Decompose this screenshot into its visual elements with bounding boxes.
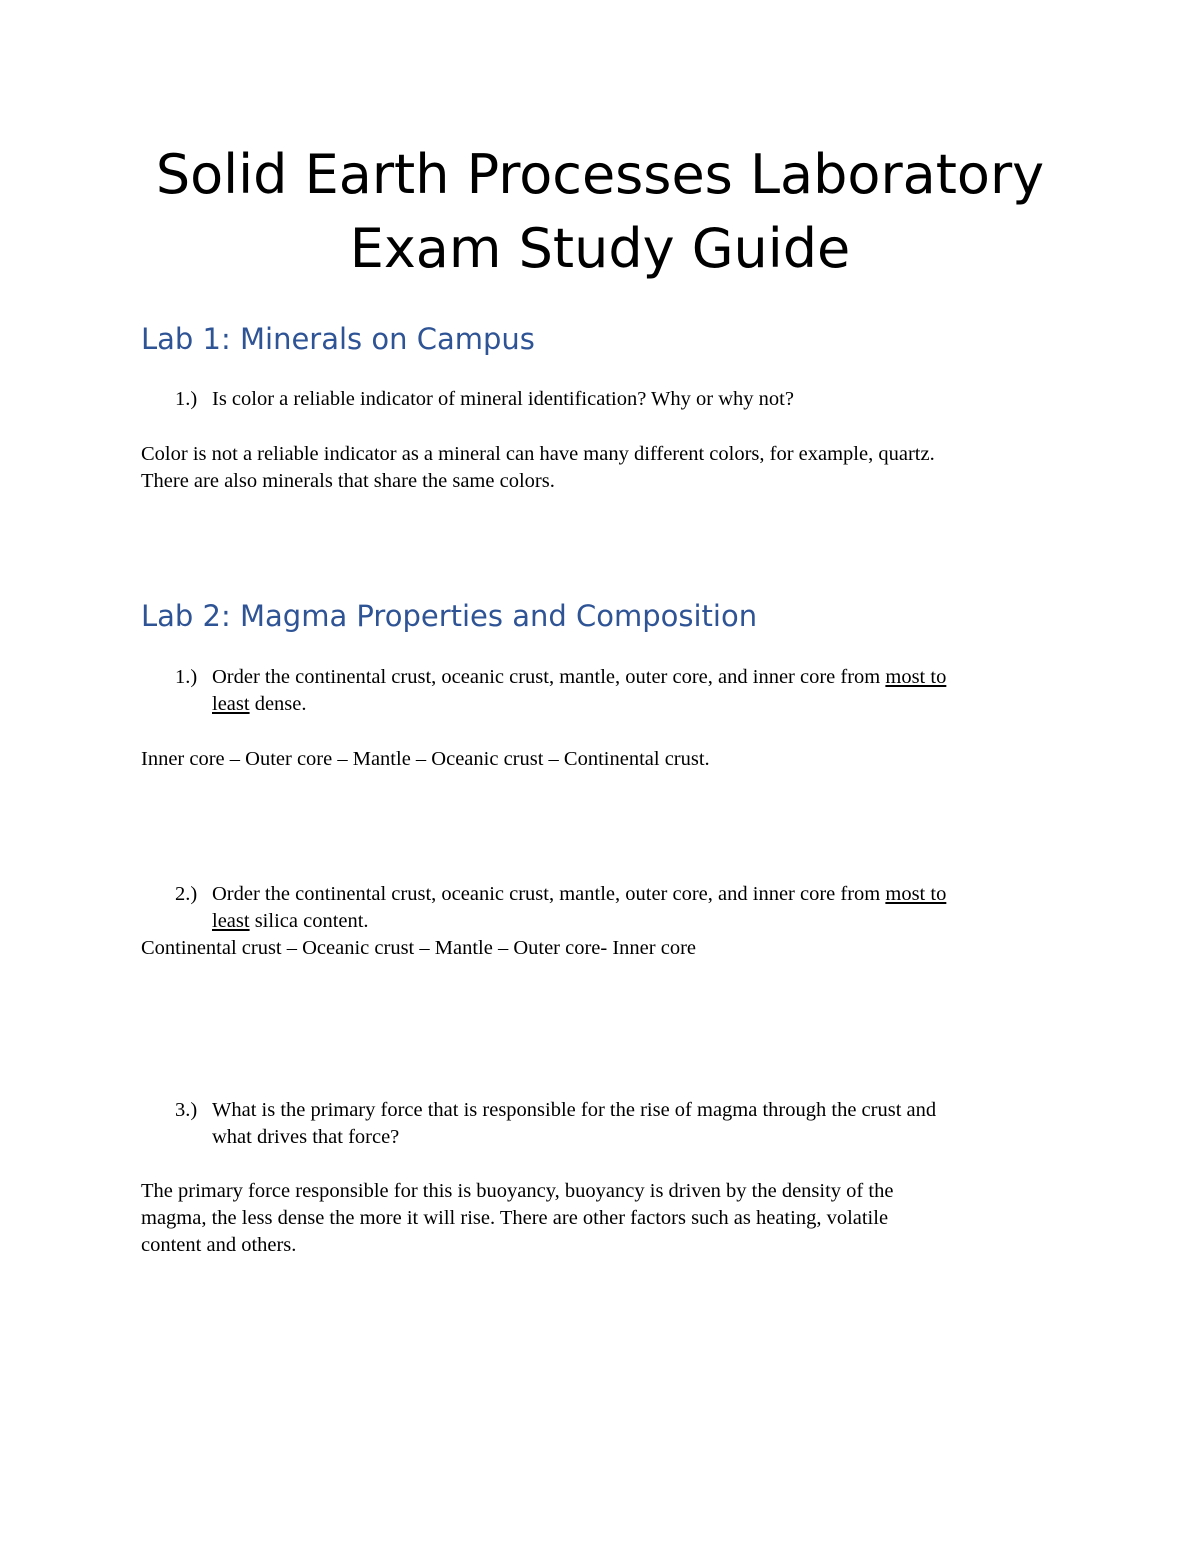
title-line-2: Exam Study Guide: [349, 217, 851, 280]
underlined-text: most to: [885, 883, 947, 905]
question-text-part: Order the continental crust, oceanic crust, mantle, outer core, and inner core from: [212, 666, 886, 688]
question-text: what drives that force?: [212, 1126, 400, 1148]
answer-text: The primary force responsible for this is buoyancy, buoyancy is driven by the density of the: [141, 1180, 894, 1202]
question-number: 3.): [175, 1099, 198, 1121]
question-text: [212, 908, 369, 935]
answer-text: Continental crust – Oceanic crust – Mantle – Outer core- Inner core: [141, 937, 696, 959]
question-number: 1.): [175, 388, 198, 410]
answer-text: content and others.: [141, 1234, 297, 1256]
answer-text: Inner core – Outer core – Mantle – Oceanic crust – Continental crust.: [141, 748, 710, 770]
underlined-text: least: [212, 910, 250, 932]
document-title: [0, 138, 1200, 286]
answer-text: There are also minerals that share the same colors.: [141, 470, 555, 492]
question-text: [212, 881, 946, 908]
title-line-1: Solid Earth Processes Laboratory: [155, 143, 1045, 206]
question-text-part: Order the continental crust, oceanic crust, mantle, outer core, and inner core from: [212, 883, 886, 905]
question-text: Is color a reliable indicator of mineral identification? Why or why not?: [212, 388, 794, 410]
question-text-part: silica content.: [249, 910, 369, 932]
underlined-text: most to: [885, 666, 947, 688]
section-heading-lab-1: Lab 1: Minerals on Campus: [141, 322, 535, 356]
question-text: [212, 664, 946, 691]
answer-text: Color is not a reliable indicator as a mineral can have many different colors, for example, quartz.: [141, 443, 935, 465]
question-text: What is the primary force that is responsible for the rise of magma through the crust and: [212, 1099, 937, 1121]
section-heading-lab-2: Lab 2: Magma Properties and Composition: [141, 599, 758, 633]
underlined-text: least: [212, 693, 250, 715]
question-number: 2.): [175, 883, 198, 905]
question-text: [212, 691, 307, 718]
answer-text: magma, the less dense the more it will rise. There are other factors such as heating, volatile: [141, 1207, 889, 1229]
question-number: 1.): [175, 666, 198, 688]
question-text-part: dense.: [249, 693, 307, 715]
